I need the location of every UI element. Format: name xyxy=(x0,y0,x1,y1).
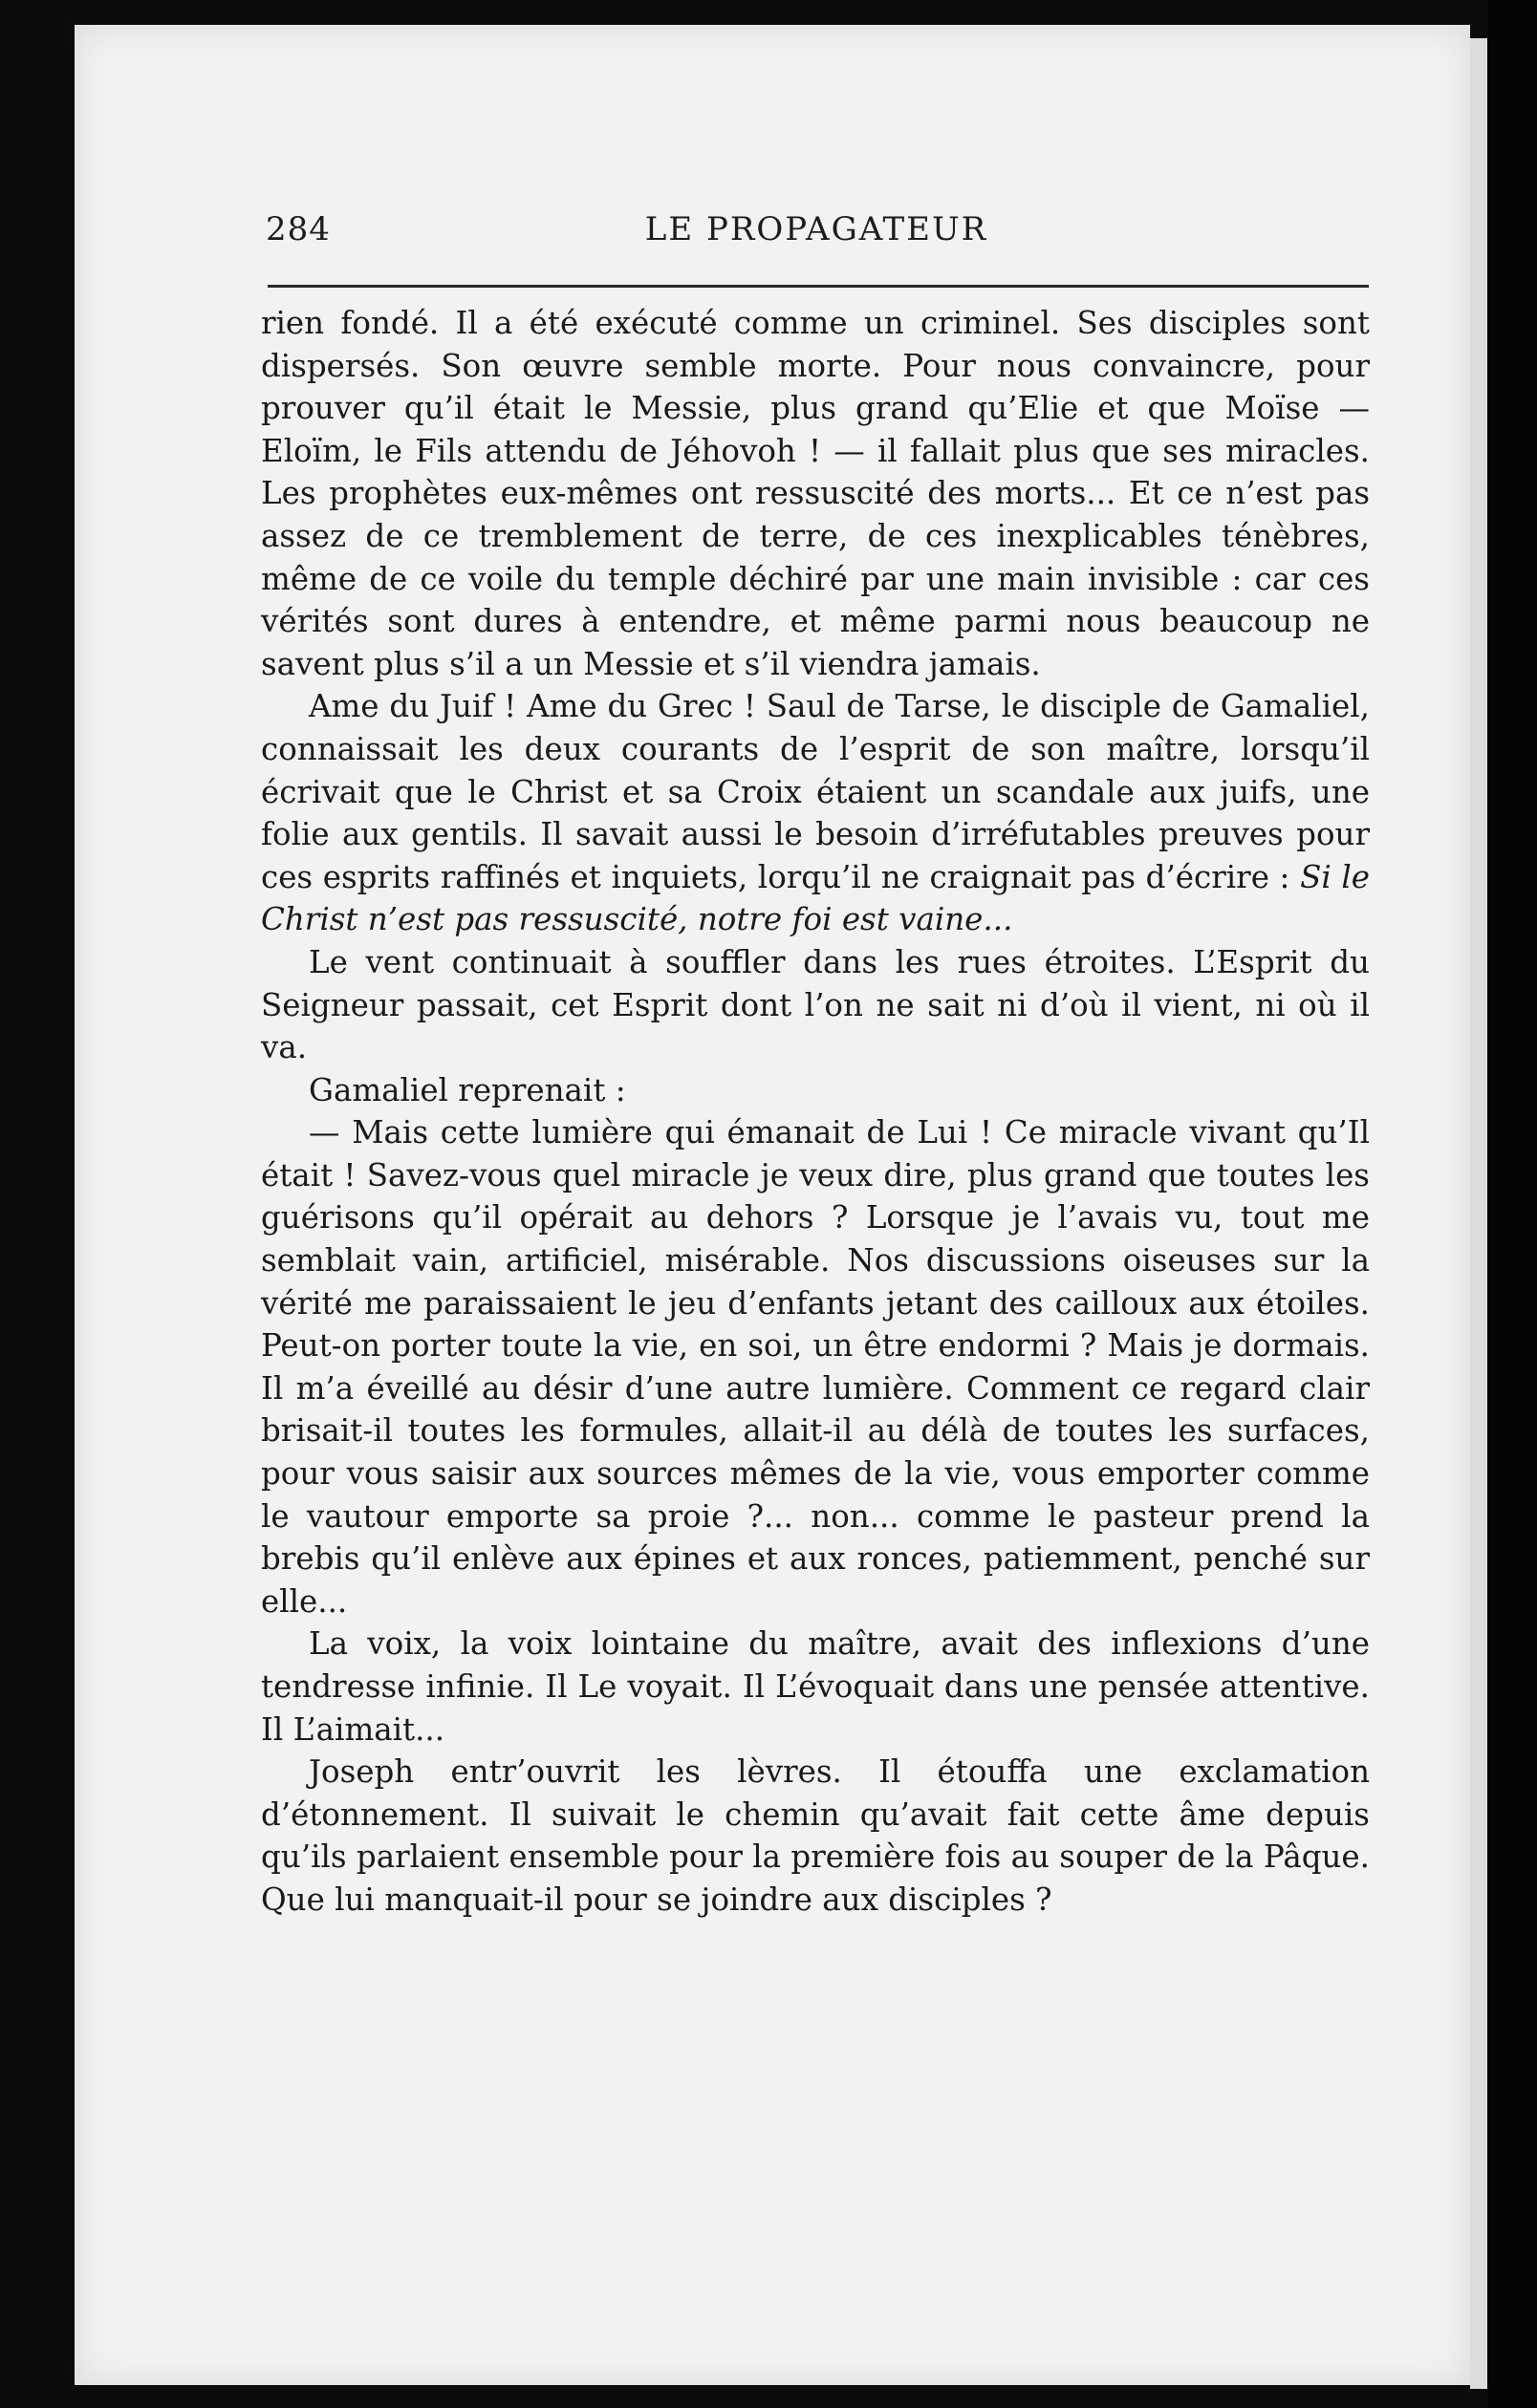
paragraph: La voix, la voix lointaine du maître, avait des inflexions d’une tendresse infinie. Il Le voyait. Il L’évoquait dans une pensée attentive. Il L’aimait... xyxy=(261,1625,1370,1748)
paragraph: Gamaliel reprenait : xyxy=(309,1071,626,1108)
paragraph: rien fondé. Il a été exécuté comme un criminel. Ses disciples sont dispersés. Son œuvre semble morte. Pour nous convaincre, pour prouver qu’il était le Messie, plus grand qu’Elie et que Moïse — Eloïm, le Fils attendu de Jéhovoh ! — il fallait plus que ses miracles. Les prophètes eux-mêmes ont ressuscité des morts... Et ce n’est pas assez de ce tremblement de terre, de ces inexplicables ténèbres, même de ce voile du temple déchiré par une main invisible : car ces vérités sont dures à entendre, et même parmi nous beaucoup ne savent plus s’il a un Messie et s’il viendra jamais. xyxy=(261,305,1370,682)
page-number: 284 xyxy=(266,210,331,248)
paragraph xyxy=(261,685,1370,941)
body-text xyxy=(261,302,1370,1922)
page-edge xyxy=(1470,38,1487,2389)
page-header xyxy=(266,210,1367,268)
paragraph: Joseph entr’ouvrit les lèvres. Il étouffa une exclamation d’étonnement. Il suivait le chemin qu’avait fait cette âme depuis qu’ils parlaient ensemble pour la première fois au souper de la Pâque. Que lui manquait-il pour se joindre aux disciples ? xyxy=(261,1753,1370,1918)
paragraph-text: Ame du Juif ! Ame du Grec ! Saul de Tarse, le disciple de Gamaliel, connaissait les deux courants de l’esprit de son maître, lorsqu’il écrivait que le Christ et sa Croix étaient un scandale aux juifs, une folie aux gentils. Il savait aussi le besoin d’irréfutables preuves pour ces esprits raffinés et inquiets, lorqu’il ne craignait pas d’écrire : xyxy=(261,688,1370,895)
paragraph: Le vent continuait à souffler dans les rues étroites. L’Esprit du Seigneur passait, cet Esprit dont l’on ne sait ni d’où il vient, ni où il va. xyxy=(261,943,1370,1066)
header-rule xyxy=(268,285,1369,288)
binding-shadow xyxy=(1487,0,1537,2408)
italic-quote: Si le Christ n’est pas ressuscité, notre foi est vaine... xyxy=(261,858,1370,938)
running-title: LE PROPAGATEUR xyxy=(644,210,988,248)
paragraph: — Mais cette lumière qui émanait de Lui ! Ce miracle vivant qu’Il était ! Savez-vous quel miracle je veux dire, plus grand que toutes les guérisons qu’il opérait au dehors ? Lorsque je l’avais vu, tout me semblait vain, artificiel, misérable. Nos discussions oiseuses sur la vérité me paraissaient le jeu d’enfants jetant des cailloux aux étoiles. Peut-on porter toute la vie, en soi, un être endormi ? Mais je dormais. Il m’a éveillé au désir d’une autre lumière. Comment ce regard clair brisait-il toutes les formules, allait-il au délà de toutes les surfaces, pour vous saisir aux sources mêmes de la vie, vous emporter comme le vautour emporte sa proie ?... non... comme le pasteur prend la brebis qu’il enlève aux épines et aux ronces, patiemment, penché sur elle... xyxy=(261,1114,1370,1620)
